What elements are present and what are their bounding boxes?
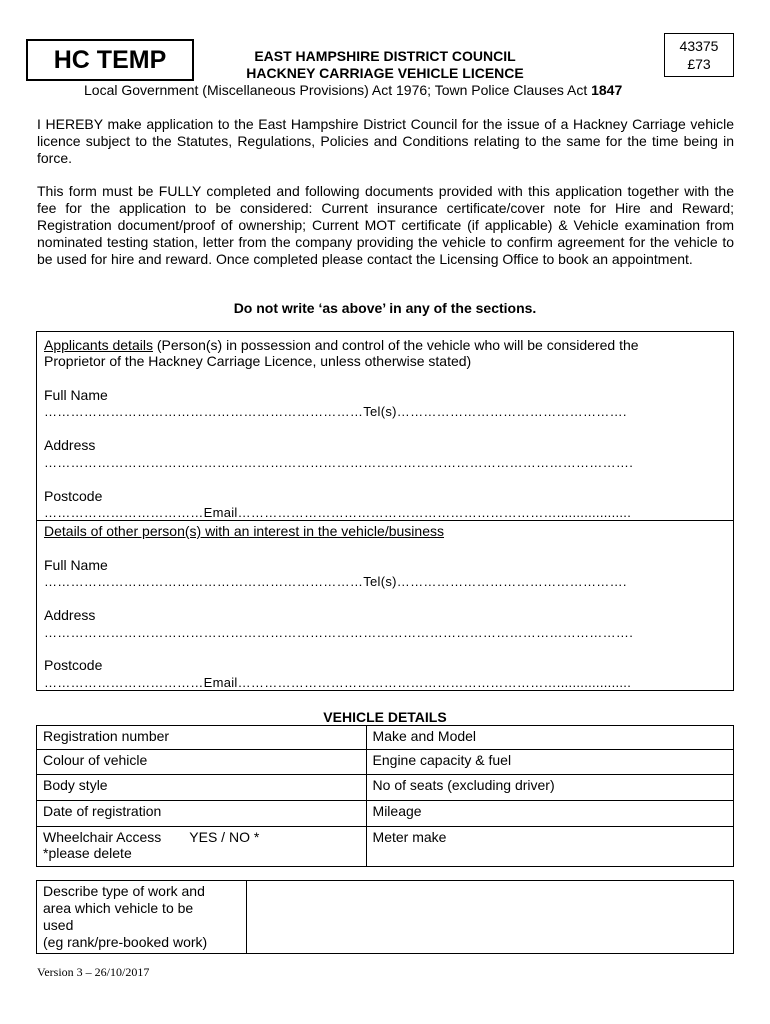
registration-number-label: Registration number [43, 728, 170, 744]
other-full-name-label: Full Name [44, 557, 108, 573]
mileage-field[interactable] [366, 801, 733, 827]
acts-year: 1847 [591, 82, 623, 98]
notice-text: Do not write ‘as above’ in any of the sections. [233, 300, 537, 316]
make-model-label: Make and Model [372, 728, 477, 744]
reference-box [664, 33, 734, 77]
table-row [37, 750, 734, 775]
other-postcode-email-field[interactable]: ………………………………Email………………………………………………………………................... [44, 675, 632, 690]
date-registration-label: Date of registration [43, 803, 162, 819]
work-label-line-2: area which vehicle to be [43, 900, 194, 916]
acts-text: Local Government (Miscellaneous Provisions) Act 1976; Town Police Clauses Act [84, 82, 592, 98]
table-row [37, 881, 734, 954]
applicant-postcode-email-field[interactable]: ………………………………Email………………………………………………………………................... [44, 505, 632, 520]
intro-paragraph-1: I HEREBY make application to the East Hampshire District Council for the issue of a Hackney Carriage vehicle licence subject to the Statutes, Regulations, Policies and Conditions relating to the same for the time being in force. [37, 116, 734, 166]
hc-temp-label: HC TEMP [53, 45, 167, 74]
work-label-line-4: (eg rank/pre-booked work) [43, 934, 208, 950]
make-model-field[interactable] [366, 726, 733, 750]
meter-make-field[interactable] [366, 827, 733, 867]
table-row [37, 775, 734, 801]
applicants-desc: (Person(s) in possession and control of the vehicle who will be considered the [152, 337, 639, 353]
engine-label: Engine capacity & fuel [372, 752, 512, 768]
body-style-field[interactable] [37, 775, 367, 801]
other-persons-heading: Details of other person(s) with an interest in the vehicle/business [44, 523, 444, 539]
work-description-label-cell [37, 881, 247, 954]
wheelchair-access-field[interactable] [37, 827, 367, 867]
work-label-line-1: Describe type of work and [43, 883, 205, 899]
applicants-heading: Applicants details [44, 337, 153, 353]
other-name-tel-field[interactable]: ………………………………………………………………Tel(s)……………………………………………. [44, 574, 627, 589]
please-delete-note: *please delete [43, 845, 132, 861]
council-name: EAST HAMPSHIRE DISTRICT COUNCIL [254, 48, 516, 64]
wheelchair-access-label: Wheelchair Access [43, 829, 162, 845]
applicant-postcode-label: Postcode [44, 488, 103, 504]
other-address-field[interactable]: ……………………………………………………………………………………………………………………. [44, 625, 634, 640]
reference-number: 43375 [679, 38, 719, 54]
body-style-label: Body style [43, 777, 108, 793]
work-label-line-3: used [43, 917, 74, 933]
version-footer: Version 3 – 26/10/2017 [37, 965, 150, 979]
yes-no-option[interactable]: YES / NO * [189, 829, 260, 845]
applicant-address-label: Address [44, 437, 96, 453]
licence-title: HACKNEY CARRIAGE VEHICLE LICENCE [246, 65, 524, 81]
engine-field[interactable] [366, 750, 733, 775]
applicant-address-field[interactable]: ……………………………………………………………………………………………………………………. [44, 455, 634, 470]
fee-amount: £73 [687, 56, 711, 72]
work-description-table [36, 880, 734, 954]
table-row [37, 801, 734, 827]
seats-field[interactable] [366, 775, 733, 801]
table-row [37, 827, 734, 867]
intro-paragraph-2: This form must be FULLY completed and following documents provided with this application together with the fee for the application to be considered: Current insurance certificate/cover note for Hire and Reward; Registration document/proof of ownership; Current MOT certificate (if applicable) & Vehicle examination from nominated testing station, letter from the company providing the vehicle to confirm agreement for the vehicle to be used for hire and reward. Once completed please contact the Licensing Office to book an appointment. [37, 183, 734, 267]
other-address-label: Address [44, 607, 96, 623]
applicant-name-tel-field[interactable]: ………………………………………………………………Tel(s)……………………………………………. [44, 404, 627, 419]
applicants-desc-2: Proprietor of the Hackney Carriage Licence, unless otherwise stated) [44, 353, 472, 369]
seats-label: No of seats (excluding driver) [372, 777, 555, 793]
applicant-full-name-label: Full Name [44, 387, 108, 403]
vehicle-details-table [36, 725, 734, 867]
colour-label: Colour of vehicle [43, 752, 148, 768]
hc-temp-badge [26, 39, 194, 81]
applicants-heading-line [44, 337, 639, 353]
other-postcode-label: Postcode [44, 657, 103, 673]
table-row [37, 726, 734, 750]
meter-make-label: Meter make [372, 829, 447, 845]
acts-line [84, 82, 622, 98]
work-description-input[interactable] [246, 881, 733, 954]
council-heading [200, 48, 570, 82]
vehicle-details-title: VEHICLE DETAILS [323, 709, 447, 725]
date-registration-field[interactable] [37, 801, 367, 827]
section-divider [36, 520, 734, 521]
mileage-label: Mileage [372, 803, 422, 819]
colour-field[interactable] [37, 750, 367, 775]
registration-number-field[interactable] [37, 726, 367, 750]
